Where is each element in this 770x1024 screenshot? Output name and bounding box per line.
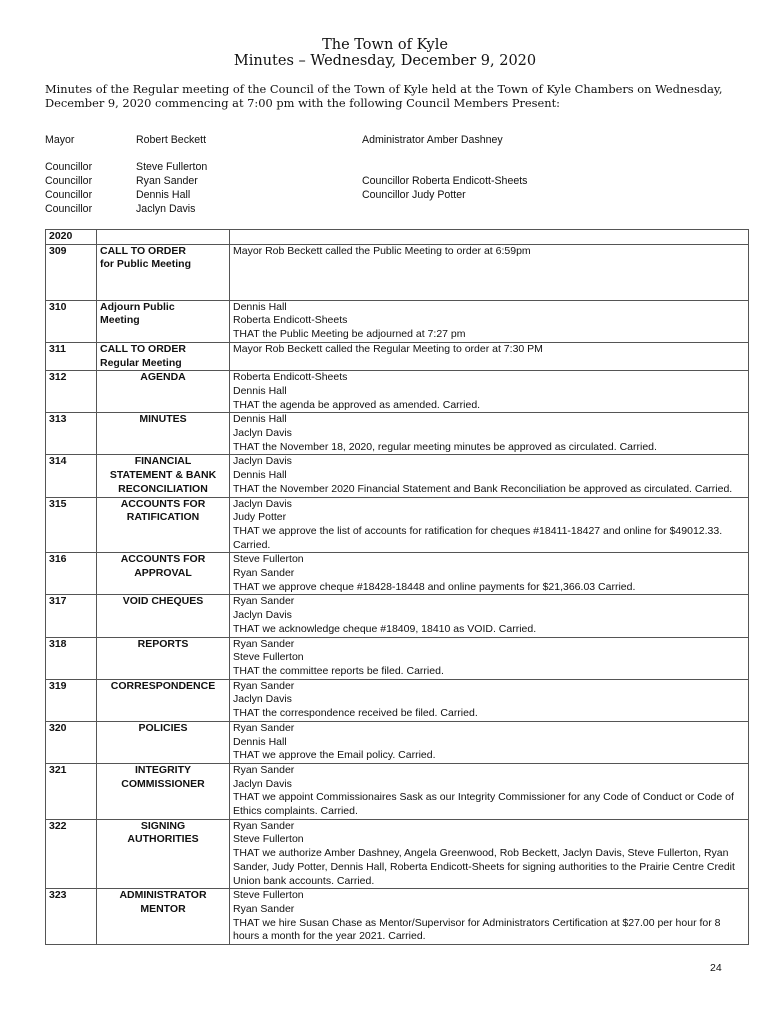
motion-resolution: THAT we approve the list of accounts for ratification for cheques #18411-18427 and online for $49012.33. Carried. [233,524,723,551]
motion-number: 316 [46,553,97,595]
motion-text [230,721,749,763]
motion-number: 314 [46,455,97,497]
motion-mover: Dennis Hall [233,735,287,748]
motion-resolution: THAT the correspondence received be filed. Carried. [233,707,478,720]
minutes-table [45,229,749,945]
motion-row [46,413,749,455]
motion-number: 317 [46,595,97,637]
motion-row [46,763,749,819]
motion-subject-line: Regular Meeting [100,356,182,369]
motion-number: 320 [46,721,97,763]
motion-number: 321 [46,763,97,819]
member-right: Administrator Amber Dashney [362,134,503,146]
member-name: Robert Beckett [136,134,207,146]
motion-mover: Judy Potter [233,511,287,524]
motion-subject-line: ACCOUNTS FOR [120,497,206,510]
motion-row [46,595,749,637]
motion-mover: Ryan Sander [233,679,295,692]
motion-subject-line: for Public Meeting [100,258,192,271]
motion-resolution: THAT the November 18, 2020, regular meeting minutes be approved as circulated. Carried. [233,440,657,453]
year-body-cell [230,230,749,245]
motion-row [46,455,749,497]
motion-subject-line: COMMISSIONER [121,777,205,790]
year-subject-cell [97,230,230,245]
motion-subject-line: POLICIES [138,721,188,734]
motion-mover: Jaclyn Davis [233,427,292,440]
motion-subject-line: RATIFICATION [126,511,200,524]
motion-mover: Ryan Sander [233,902,295,915]
motion-text [230,371,749,413]
member-name: Dennis Hall [136,189,191,201]
motion-subject-line: CALL TO ORDER [100,342,186,355]
motion-subject-line: ADMINISTRATOR [119,889,207,902]
motion-number: 318 [46,637,97,679]
motion-mover: Ryan Sander [233,595,295,608]
motion-mover: Roberta Endicott-Sheets [233,371,348,384]
motion-subject [97,637,230,679]
motion-mover: Ryan Sander [233,763,295,776]
motion-subject-line: FINANCIAL [134,455,192,468]
year-row [46,230,749,245]
motion-subject-line: Meeting [100,314,140,327]
motion-subject-line: STATEMENT & BANK [109,469,217,482]
motion-subject-line: MENTOR [140,902,186,915]
motion-subject-line: CALL TO ORDER [100,244,186,257]
motion-mover: Jaclyn Davis [233,693,292,706]
motion-resolution: THAT we hire Susan Chase as Mentor/Supervisor for Administrators Certification at $27.00 per hour for 8 hours a month for the year 2021. Carried. [233,916,721,943]
motion-mover: Jaclyn Davis [233,455,292,468]
motion-mover: Steve Fullerton [233,651,304,664]
motion-row [46,300,749,342]
motion-subject-line: AUTHORITIES [127,833,199,846]
motion-mover: Ryan Sander [233,721,295,734]
motion-resolution: THAT the agenda be approved as amended. Carried. [233,398,481,411]
motion-subject [97,679,230,721]
motion-subject [97,553,230,595]
motion-row [46,721,749,763]
motion-mover: Dennis Hall [233,413,287,426]
motion-number: 313 [46,413,97,455]
motion-text [230,413,749,455]
member-right: Councillor Judy Potter [362,189,466,201]
motion-subject-line: AGENDA [140,371,186,384]
member-role: Councillor [45,203,93,215]
member-name: Jaclyn Davis [136,203,196,215]
motion-number: 309 [46,244,97,300]
motion-text [230,300,749,342]
member-role: Mayor [45,134,75,146]
motion-number: 311 [46,342,97,370]
motion-row [46,497,749,553]
document-subtitle: Minutes – Wednesday, December 9, 2020 [233,53,537,69]
motion-mover: Jaclyn Davis [233,777,292,790]
page-number: 24 [710,962,722,974]
motion-subject-line: REPORTS [137,637,189,650]
motion-mover: Ryan Sander [233,819,295,832]
motion-resolution: THAT we appoint Commissionaires Sask as our Integrity Commissioner for any Code of Conduct or Code of Ethics complaints. Carried. [233,791,734,818]
motion-subject [97,371,230,413]
member-name: Ryan Sander [136,175,198,187]
member-role: Councillor [45,189,93,201]
motion-text [230,637,749,679]
member-name: Steve Fullerton [136,161,208,173]
motion-row [46,371,749,413]
motion-subject [97,342,230,370]
motion-subject [97,244,230,300]
motion-number: 315 [46,497,97,553]
motion-resolution: Mayor Rob Beckett called the Public Meeting to order at 6:59pm [233,244,531,257]
motion-number: 310 [46,300,97,342]
intro-paragraph: Minutes of the Regular meeting of the Council of the Town of Kyle held at the Town of Kyle Chambers on Wednesday, December 9, 2020 commencing at 7:00 pm with the following Council Members Present: [45,82,723,111]
member-right: Councillor Roberta Endicott-Sheets [362,175,528,187]
year-cell: 2020 [46,230,97,245]
motion-subject-line: CORRESPONDENCE [110,679,216,692]
motion-resolution: THAT the November 2020 Financial Statement and Bank Reconciliation be approved as circulated. Carried. [233,482,733,495]
motion-mover: Dennis Hall [233,469,287,482]
motion-resolution: THAT we acknowledge cheque #18409, 18410 as VOID. Carried. [233,622,537,635]
motion-resolution: THAT the Public Meeting be adjourned at 7:27 pm [233,328,466,341]
motion-row [46,342,749,370]
motion-subject-line: SIGNING [140,819,186,832]
motion-subject-line: APPROVAL [134,567,192,580]
motion-text [230,679,749,721]
motion-text [230,595,749,637]
motion-mover: Jaclyn Davis [233,497,292,510]
motion-number: 322 [46,819,97,889]
motion-subject [97,889,230,945]
member-role: Councillor [45,175,93,187]
motion-subject [97,763,230,819]
motion-subject [97,497,230,553]
motion-subject-line: ACCOUNTS FOR [120,553,206,566]
motion-mover: Dennis Hall [233,300,287,313]
motion-subject-line: VOID CHEQUES [122,595,204,608]
motion-resolution: THAT we approve the Email policy. Carried. [233,749,436,762]
motion-subject-line: MINUTES [139,413,187,426]
motion-row [46,679,749,721]
motion-text [230,553,749,595]
motion-text [230,819,749,889]
motion-row [46,889,749,945]
motion-text [230,763,749,819]
motion-mover: Ryan Sander [233,567,295,580]
motion-mover: Steve Fullerton [233,889,304,902]
motion-text [230,342,749,370]
motion-text [230,455,749,497]
motion-row [46,244,749,300]
document-title: The Town of Kyle [322,37,448,53]
motion-number: 319 [46,679,97,721]
motion-subject-line: RECONCILIATION [118,482,208,495]
motion-resolution: Mayor Rob Beckett called the Regular Meeting to order at 7:30 PM [233,342,543,355]
motion-subject [97,721,230,763]
motion-subject [97,595,230,637]
motion-subject [97,455,230,497]
motion-subject-line: INTEGRITY [134,763,191,776]
motion-mover: Roberta Endicott-Sheets [233,314,348,327]
motion-row [46,637,749,679]
motion-subject [97,300,230,342]
motion-text [230,497,749,553]
motion-text [230,889,749,945]
motion-mover: Dennis Hall [233,384,287,397]
motion-mover: Ryan Sander [233,637,295,650]
motion-resolution: THAT we authorize Amber Dashney, Angela Greenwood, Rob Beckett, Jaclyn Davis, Steve Fullerton, Ryan Sander, Judy Potter, Dennis Hall, Roberta Endicott-Sheets for signing authorities to the Prairie Centre Credit Union bank accounts. Carried. [233,847,735,887]
motion-mover: Steve Fullerton [233,833,304,846]
motion-resolution: THAT we approve cheque #18428-18448 and online payments for $21,366.03 Carried. [233,580,636,593]
motion-subject-line: Adjourn Public [100,300,175,313]
motion-number: 312 [46,371,97,413]
motion-mover: Jaclyn Davis [233,609,292,622]
motion-subject [97,819,230,889]
motion-subject [97,413,230,455]
motion-resolution: THAT the committee reports be filed. Carried. [233,664,444,677]
motion-row [46,819,749,889]
member-role: Councillor [45,161,93,173]
motion-row [46,553,749,595]
motion-text [230,244,749,300]
motion-mover: Steve Fullerton [233,553,304,566]
motion-number: 323 [46,889,97,945]
